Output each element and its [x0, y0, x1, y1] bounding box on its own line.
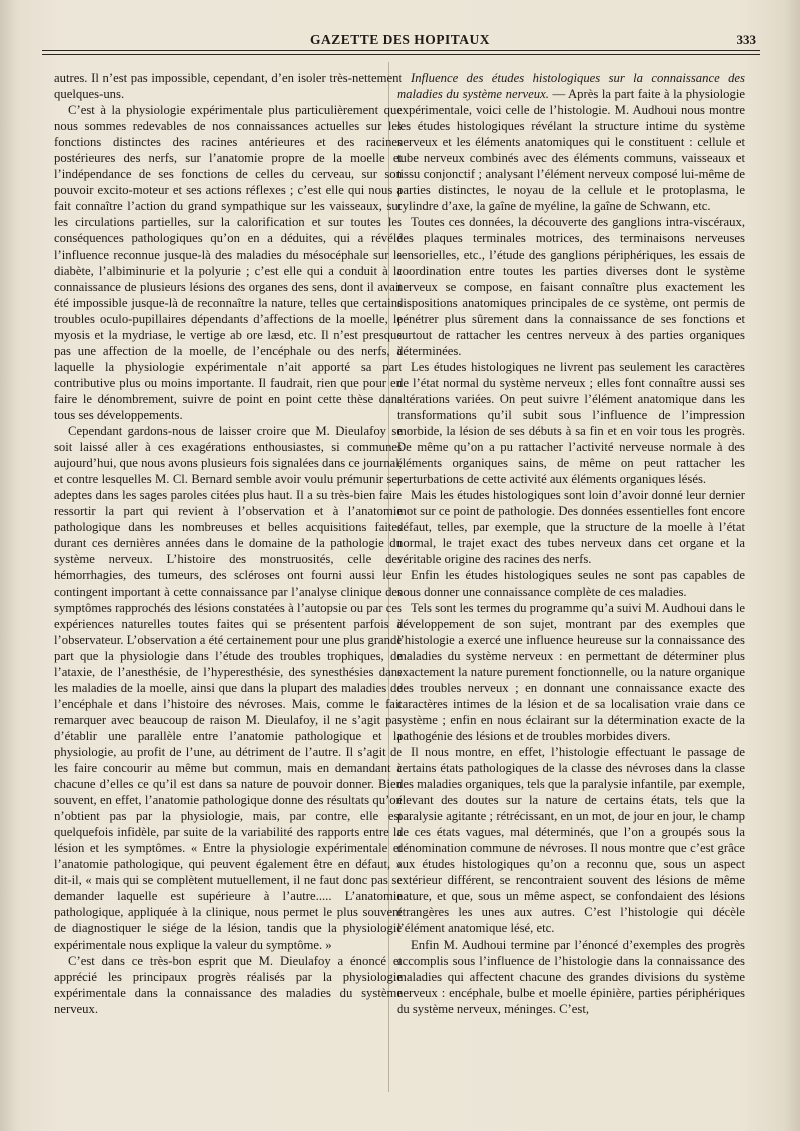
right-column [397, 70, 745, 1017]
paragraph: C’est dans ce très-bon esprit que M. Dieulafoy a énoncé et apprécié les principaux progrès réalisés par la physiologie expérimentale dans la connaissance des maladies du système nerveux. [54, 953, 402, 1016]
section-paragraph [397, 70, 745, 214]
section-heading: Influence des études histologiques sur la connaissance des maladies du système nerveux. [397, 71, 745, 102]
header-rule-top [42, 50, 760, 51]
paragraph: C’est à la physiologie expérimentale plus particulièrement que nous sommes redevables de nos connaissances actuelles sur les fonctions distinctes des racines antérieures et des racines postérieures des nerfs, sur l’anatomie propre de la moelle et l’indépendance de ses fonctions de celles du cerveau, sur son pouvoir excito-moteur et ses actions réflexes ; c’est elle qui nous a fait connaître l’action du grand sympathique sur les vaisseaux, sur les circulations partielles, sur la calorification et sur toutes les conséquences pathologiques qu’on en a déduites, qui a révélé l’influence reconnue jusque-là des maladies du mésocéphale sur le diabète, l’albiminurie et la polyurie ; c’est elle qui a conduit à la connaissance de plusieurs lésions des organes des sens, dont il avait été impossible jusque-là de reconnaître la nature, telles que certains troubles oculo-pupillaires dépendants d’affections de la moelle, le myosis et la mydriase, le vertige ab ore læsd, etc. Il n’est presque pas une affection de la moelle, de l’encéphale ou des nerfs, à laquelle la physiologie expérimentale n’ait apporté sa part contributive plus ou moins importante. Il faudrait, rien que pour en faire le dénombrement, suivre de point en point cette thèse dans tous ses développements. [54, 103, 402, 422]
paragraph: Toutes ces données, la découverte des ganglions intra-viscéraux, des plaques terminales motrices, des terminaisons nerveuses sensorielles, etc., l’étude des ganglions périphériques, les essais de coordination entre toutes les parties diverses dont le système nerveux se compose, en faisant connaître plus exactement les dispositions anatomiques principales de ce système, ont permis de pénétrer plus sûrement dans la connaissance de ses fonctions et surtout de rattacher les centres nerveux à des parties organiques déterminées. [397, 215, 745, 358]
paragraph: Enfin M. Audhoui termine par l’énoncé d’exemples des progrès accomplis sous l’influence de l’histologie dans la connaissance des maladies qui affectent chacune des grandes divisions du système nerveux : encéphale, bulbe et moelle épinière, parties périphériques du système nerveux, méninges. C’est, [397, 937, 745, 1016]
paragraph: autres. Il n’est pas impossible, cependant, d’en isoler très-nettement quelques-uns. [54, 71, 402, 102]
section-text: — Après la part faite à la physiologie expérimentale, voici celle de l’histologie. M. Audhoui nous montre les études histologiques révélant la structure intime du système nerveux et les éléments anatomiques qui le constituent : cellule et tube nerveux combinés avec des éléments communs, vaisseaux et tissu conjonctif ; analysant l’élément nerveux composé lui-même de parties distinctes, le noyau de la cellule et le protoplasma, le cylindre d’axe, la gaîne de myéline, la gaîne de Schwann, etc. [397, 87, 745, 214]
paragraph: Cependant gardons-nous de laisser croire que M. Dieulafoy se soit laissé aller à ces exagérations enthousiastes, si communes aujourd’hui, que nous avons plusieurs fois signalées dans ce journal, et contre lesquelles M. Cl. Bernard semble avoir voulu prémunir ses adeptes dans les sages paroles citées plus haut. Il a su très-bien faire ressortir la part qui revient à l’observation et à l’anatomie pathologique dans les nombreuses et belles acquisitions faites durant ces dernières années dans le domaine de la pathologie du système nerveux. L’histoire des monstruosités, celle des hémorrhagies, des tumeurs, des scléroses ont fourni aussi leur contingent important à cette connaissance par l’analyse clinique des symptômes rapprochés des lésions constatées à l’autopsie ou par ces expériences naturelles toutes faites qui se présentent parfois à l’observateur. L’observation a été certainement pour une plus grande part que la physiologie dans l’étude des troubles trophiques, de l’ataxie, de l’anesthésie, de l’hyperesthésie, des synesthésies dans les maladies de la moelle, ainsi que dans la plupart des maladies de l’encéphale et dans l’histoire des névroses. Mais, comme le fait remarquer avec beaucoup de raison M. Dieulafoy, il ne s’agit pas d’établir une parallèle entre l’anatomie pathologique et la physiologie, au profit de l’une, au détriment de l’autre. Il s’agit de les faire concourir au même but commun, mais en demandant à chacune d’elles ce qu’il est dans sa nature de pouvoir donner. Bien souvent, en effet, l’anatomie pathologique donne des résultats qu’on n’obtient pas par la physiologie, mais, par contre, elle est quelquefois infidèle, par suite de la variabilité des rapports entre la lésion et les symptômes. « Entre la physiologie expérimentale et l’anatomie pathologique, qui peuvent également être en défaut, » dit-il, « mais qui se complètent mutuellement, il ne faut donc pas se demander laquelle est supérieure à l’autre..... L’anatomie pathologique, appliquée à la clinique, nous permet le plus souvent de diagnostiquer le siége de la lésion, tandis que la physiologie expérimentale nous explique la valeur du symptôme. » [54, 424, 402, 952]
paragraph: Il nous montre, en effet, l’histologie effectuant le passage de certains états pathologiques de la classe des névroses dans la classe des maladies organiques, tels que la paralysie infantile, par exemple, élevant des doutes sur la nature de certains états, tels que la paralysie agitante ; rétrécissant, en un mot, de jour en jour, le champ de ces états vagues, mal déterminés, que l’on a groupés sous la dénomination commune de névroses. Il nous montre que c’est grâce aux études histologiques qu’on a reconnu que, sous un aspect extérieur différent, se rencontraient souvent des lésions de même nature, et que, sous un même aspect, se confondaient des lésions étrangères les unes aux autres. C’est l’histologie qui décèle l’élément anatomique lésé, etc. [397, 744, 745, 936]
left-column [54, 70, 402, 1017]
paragraph: Enfin les études histologiques seules ne sont pas capables de nous donner une connaissance complète de ces maladies. [397, 568, 745, 599]
paragraph: Tels sont les termes du programme qu’a suivi M. Audhoui dans le développement de son sujet, montrant par des exemples que l’histologie a exercé une influence heureuse sur la connaissance des maladies du système nerveux : en permettant de déterminer plus exactement la nature purement fonctionnelle, ou la nature organique des troubles nerveux ; en donnant une connaissance exacte des caractères intimes de la lésion et de sa localisation vraie dans ce système ; enfin en nous éclairant sur la détermination exacte de la pathogénie des lésions et de troubles morbides divers. [397, 600, 745, 743]
page-header [40, 24, 760, 46]
paragraph: Les études histologiques ne livrent pas seulement les caractères de l’état normal du système nerveux ; elles font connaître aussi ses altérations variées. On peut suivre l’élément anatomique dans les transformations qu’il subit sous l’influence de l’impression morbide, la lésion de ses débuts à sa fin et en voir tous les progrès. De même qu’on a pu rattacher l’activité nerveuse normale à des éléments organiques sains, de même on peut rattacher les perturbations de cette activité aux éléments organiques lésés. [397, 359, 745, 487]
running-title: GAZETTE DES HOPITAUX [309, 32, 491, 47]
page-number: 333 [736, 32, 756, 47]
header-rule-bottom [42, 54, 760, 55]
paragraph: Mais les études histologiques sont loin d’avoir donné leur dernier mot sur ce point de pathologie. Des données essentielles font encore défaut, telles, par exemple, que la structure de la moelle à l’état normal, le trajet exact des tubes nerveux dans cet organe et la véritable origine des racines des nerfs. [397, 488, 745, 567]
